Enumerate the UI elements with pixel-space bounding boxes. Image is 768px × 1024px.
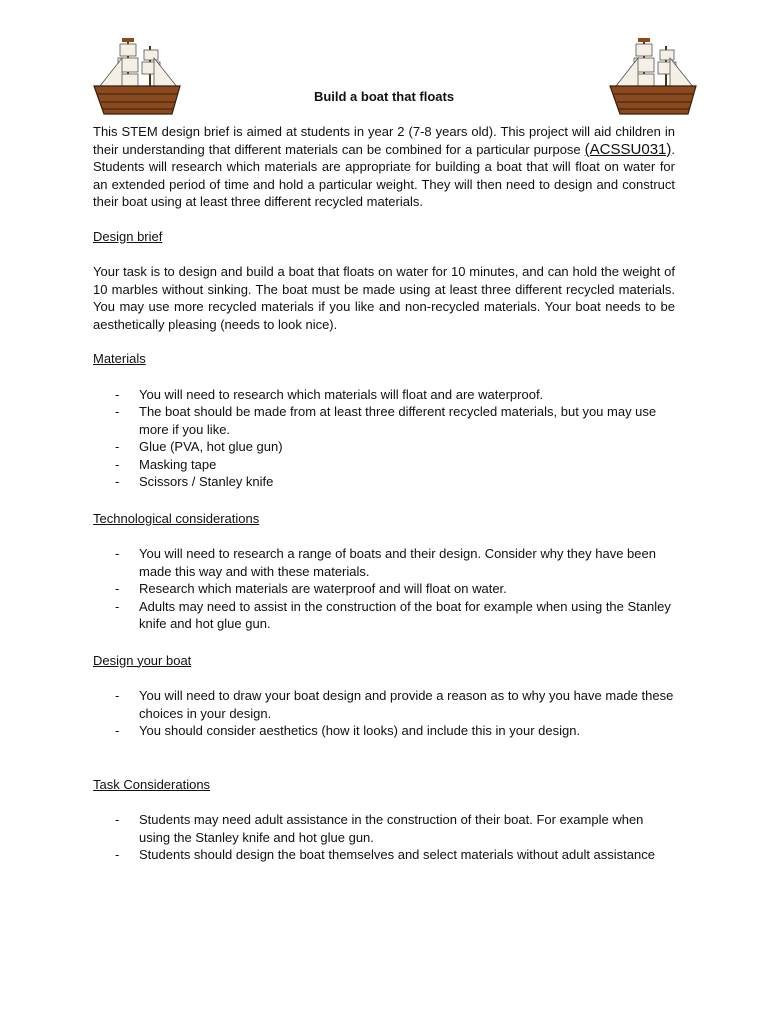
list-item: - Masking tape xyxy=(115,456,217,472)
list-item: - Glue (PVA, hot glue gun) xyxy=(115,439,283,454)
ship-icon xyxy=(92,36,182,120)
design-your-boat-heading: Design your boat xyxy=(93,652,192,668)
technological-considerations-heading: Technological considerations xyxy=(93,510,260,526)
list-item: - You should consider aesthetics (how it looks) and include this in your design. xyxy=(115,723,581,738)
intro-paragraph xyxy=(93,123,675,211)
intro-text-continued: . Students will research which materials are appropriate for building a boat that will float on water for an extended period of time and hold a particular weight. They will then need to design and construct their boat using at least three different recycled materials. xyxy=(93,141,675,209)
list-item: - Students should design the boat themselves and select materials without adult assistance xyxy=(115,847,655,862)
technological-considerations-list xyxy=(93,545,675,633)
materials-heading: Materials xyxy=(93,351,146,366)
curriculum-code: (ACSSU031) xyxy=(584,140,672,158)
list-item: - You will need to draw your boat design and provide a reason as to why you have made these choices in your design. xyxy=(115,688,674,721)
list-item: - You will need to research a range of boats and their design. Consider why they have been made this way and with these materials. xyxy=(115,546,656,579)
page-title: Build a boat that floats xyxy=(313,89,455,104)
design-brief-paragraph: Your task is to design and build a boat that floats on water for 10 minutes, and can hold the weight of 10 marbles without sinking. The boat must be made using at least three different recycled materials. You may use more recycled materials if you like and non-recycled materials. Your boat needs to be aesthetically pleasing (needs to look nice). xyxy=(93,264,675,332)
list-item: - Research which materials are waterproof and will float on water. xyxy=(115,581,507,596)
list-item: - Adults may need to assist in the construction of the boat for example when using the Stanley knife and hot glue gun. xyxy=(115,598,671,631)
list-item: - Scissors / Stanley knife xyxy=(115,474,274,489)
intro-text: This STEM design brief is aimed at students in year 2 (7-8 years old). This project will aid children in their understanding that different materials can be combined for a particular purpose xyxy=(93,124,675,157)
document-body xyxy=(93,123,675,864)
ship-icon xyxy=(608,36,698,120)
design-your-boat-list xyxy=(93,687,675,740)
list-item: - You will need to research which materials will float and are waterproof. xyxy=(115,386,544,402)
list-item: - The boat should be made from at least three different recycled materials, but you may use more if you like. xyxy=(115,404,657,437)
task-considerations-heading: Task Considerations xyxy=(93,776,211,792)
materials-list xyxy=(93,386,675,491)
list-item: - Students may need adult assistance in the construction of their boat. For example when using the Stanley knife and hot glue gun. xyxy=(115,812,644,845)
task-considerations-list xyxy=(93,811,675,864)
design-brief-heading: Design brief xyxy=(93,228,163,244)
